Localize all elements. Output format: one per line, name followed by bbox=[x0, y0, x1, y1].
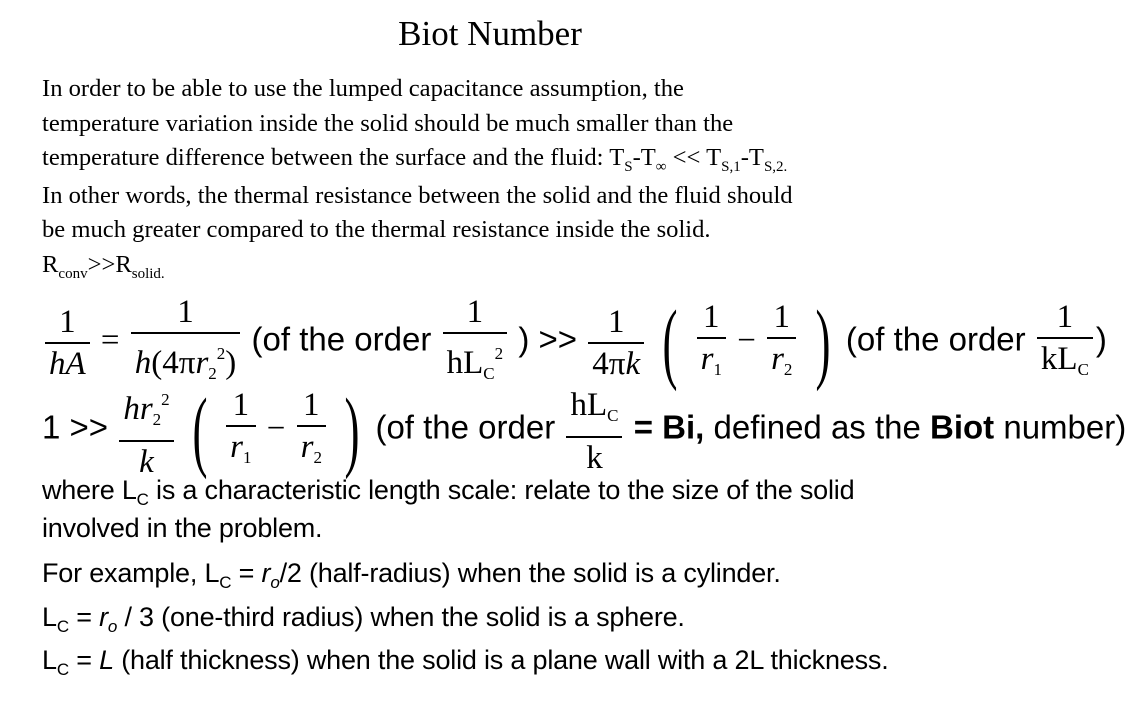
biot-definition-text: = Bi, defined as the Biot number) bbox=[633, 408, 1126, 446]
fraction-1-over-kLc: $\frac{1}{\text{kLC}}$ bbox=[1037, 297, 1093, 390]
order-label-1: (of the order bbox=[251, 320, 432, 358]
left-paren-2: ( bbox=[192, 381, 208, 480]
fraction-1-over-hA: $\frac{1}{hA}$ bbox=[45, 302, 90, 384]
para-line-2: temperature variation inside the solid should be much smaller than the bbox=[42, 109, 734, 137]
equation-biot-definition bbox=[42, 380, 1126, 482]
para-line-3: temperature difference between the surface and the fluid: $T_S-T_\infty << T_{S,1}-T_{S,2.}$ bbox=[42, 144, 788, 175]
one-much-greater: 1 >> bbox=[42, 408, 109, 446]
para-line-1: In order to be able to use the lumped capacitance assumption, the bbox=[42, 75, 684, 102]
note-line-5: $L_C = L$ (half thickness) when the solid is a plane wall with a 2L thickness. bbox=[42, 645, 889, 679]
note-line-3: For example, $L_C = r_o/2$ (half-radius) when the solid is a cylinder. bbox=[42, 558, 781, 592]
right-paren-2: ) bbox=[344, 381, 360, 480]
minus-sign: − bbox=[737, 322, 756, 359]
much-greater-1: ) >> bbox=[518, 320, 578, 358]
fraction-1-over-r1-b: $\frac{1}{r1}$ bbox=[226, 385, 255, 478]
fraction-1-over-r1: $\frac{1}{r1}$ bbox=[697, 297, 726, 390]
note-line-1: where $L_C$ is a characteristic length scale: relate to the size of the solid bbox=[42, 475, 855, 509]
fraction-sphere-conv: $\frac{1}{h(4\pi r2^2)}$ bbox=[131, 292, 241, 394]
order-label-2: (of the order bbox=[845, 320, 1026, 358]
right-paren: ) bbox=[815, 293, 831, 392]
fraction-1-over-hLc2: $\frac{1}{hLC^2}$ bbox=[443, 292, 508, 394]
intro-paragraph bbox=[42, 72, 947, 285]
left-paren: ( bbox=[662, 293, 678, 392]
order-label-3: (of the order bbox=[375, 408, 556, 446]
para-line-5: be much greater compared to the thermal resistance inside the solid. bbox=[42, 216, 711, 243]
para-line-4: In other words, the thermal resistance between the solid and the fluid should bbox=[42, 181, 793, 209]
para-line-6: $R_{conv}>>R_{solid.}$ bbox=[42, 250, 165, 282]
fraction-hr2-over-k: $\frac{hr2^2}{k}$ bbox=[119, 380, 173, 482]
equation-resistance-comparison: $\frac{1}{hA}$ = $\frac{1}{h(4\pi r2^2)}$ (of the order $\frac{1}{hLC^2}$ ) >> $\frac{1}{4\pi k}$ ( $\frac{1}{r1}$ − $\frac{1}{r2}$ ) (of the order $\frac{1}{\text{kLC}}$ ) bbox=[42, 292, 1107, 394]
fraction-hLc-over-k: $\frac{\text{hLC}}{k}$ bbox=[566, 385, 622, 478]
fraction-1-over-r2-b: $\frac{1}{r2}$ bbox=[297, 385, 326, 478]
slide-title: Biot Number bbox=[398, 14, 582, 53]
minus-sign-2: − bbox=[266, 410, 286, 447]
note-line-2: involved in the problem. bbox=[42, 513, 323, 543]
fraction-1-over-r2: $\frac{1}{r2}$ bbox=[767, 297, 796, 390]
fraction-1-over-4pik: $\frac{1}{4\pi k}$ bbox=[588, 302, 644, 384]
equals-sign: = bbox=[100, 322, 120, 359]
note-line-4: $L_C = r_o / 3$ (one-third radius) when the solid is a sphere. bbox=[42, 602, 685, 636]
